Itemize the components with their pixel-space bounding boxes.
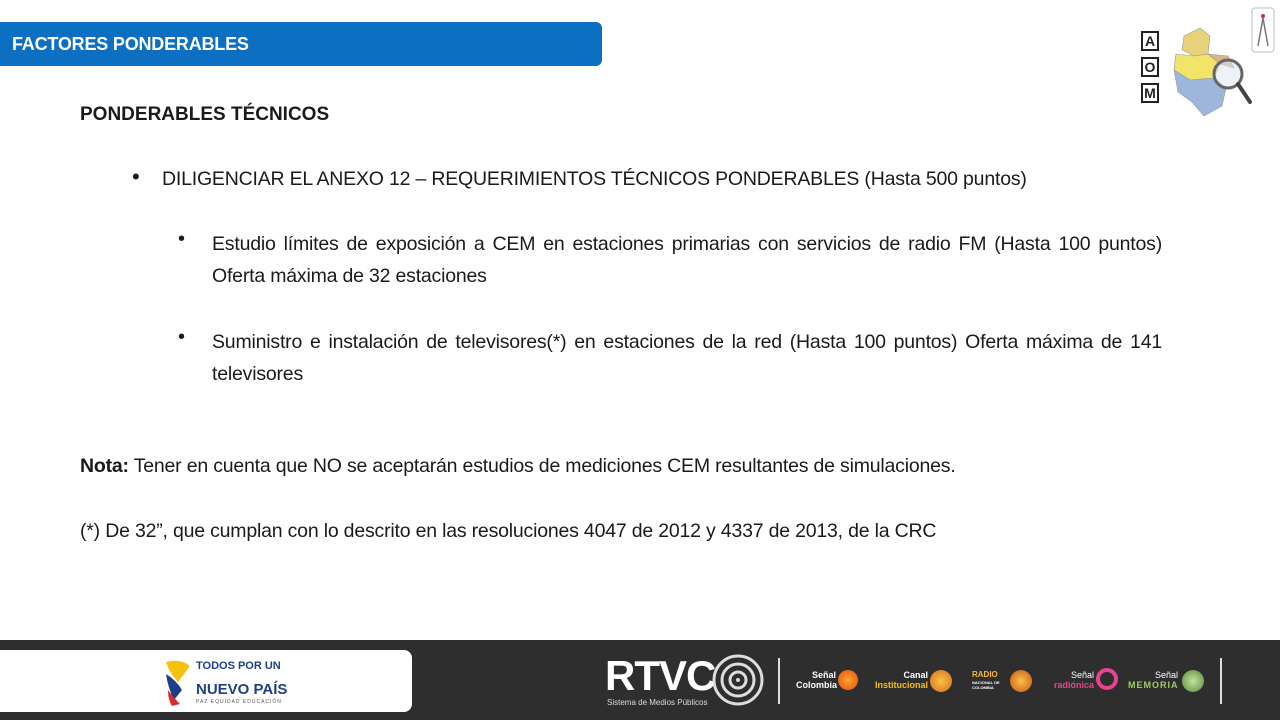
gov-line-1: TODOS POR UN	[196, 660, 281, 672]
brand-radionica	[1044, 670, 1094, 690]
note-paragraph	[80, 455, 956, 478]
rtvc-logo-text: RTVC	[605, 652, 716, 699]
gov-flag-icon	[160, 656, 194, 708]
bullet-dot: •	[132, 164, 140, 189]
brand-radio-nacional	[972, 670, 1010, 690]
aom-letter-m: M	[1144, 85, 1156, 101]
rtvc-spiral-icon	[712, 654, 764, 706]
brand-top: Canal	[903, 670, 928, 680]
brand-name: NACIONAL DE COLOMBIA	[972, 680, 1000, 690]
brand-name: radiónica	[1053, 680, 1094, 690]
brand-top: Señal	[1154, 670, 1178, 680]
gov-line-2: NUEVO PAÍS	[196, 681, 288, 698]
gov-line-3: PAZ EQUIDAD EDUCACIÓN	[196, 699, 282, 705]
sub-bullet-text-1: Estudio límites de exposición a CEM en estaciones primarias con servicios de radio FM (Hasta 100 puntos) Oferta máxima de 32 estaciones	[212, 233, 1162, 287]
bullet-dot: •	[178, 228, 186, 250]
canal-institucional-icon	[930, 670, 952, 692]
main-bullet-text: DILIGENCIAR EL ANEXO 12 – REQUERIMIENTOS TÉCNICOS PONDERABLES (Hasta 500 puntos)	[162, 168, 1027, 190]
antenna-icon	[1252, 8, 1274, 52]
footer-separator	[1220, 658, 1222, 704]
aom-logo	[1138, 6, 1278, 126]
aom-letter-boxes	[1142, 32, 1158, 102]
brand-senal-colombia	[796, 670, 836, 690]
senal-colombia-icon	[838, 670, 858, 690]
section-header-bar	[0, 22, 602, 66]
brand-name: MEMORIA	[1128, 680, 1179, 690]
brand-top: Señal	[1070, 670, 1094, 680]
section-title: PONDERABLES TÉCNICOS	[80, 104, 330, 125]
radionica-icon	[1096, 668, 1118, 690]
radio-nacional-icon	[1010, 670, 1032, 692]
aom-letter-o: O	[1144, 59, 1156, 75]
footer-separator	[778, 658, 780, 704]
footnote: (*) De 32”, que cumplan con lo descrito en las resoluciones 4047 de 2012 y 4337 de 2013, de la CRC	[80, 520, 937, 542]
senal-memoria-icon	[1182, 670, 1204, 692]
header-title: FACTORES PONDERABLES	[12, 34, 249, 54]
brand-name: Institucional	[874, 680, 928, 690]
aom-letter-a: A	[1144, 33, 1156, 49]
brand-top: RADIO	[972, 670, 998, 679]
brand-name: Colombia	[796, 680, 838, 690]
brand-top: Señal	[811, 670, 836, 680]
note-label: Nota:	[80, 455, 129, 477]
note-text: Tener en cuenta que NO se aceptarán estudios de mediciones CEM resultantes de simulaciones.	[128, 455, 956, 477]
rtvc-subtitle: Sistema de Medios Públicos	[607, 698, 708, 707]
brand-senal-memoria	[1128, 670, 1178, 690]
sub-bullet-text-2: Suministro e instalación de televisores(*) en estaciones de la red (Hasta 100 puntos) Oferta máxima de 141 televisores	[212, 331, 1162, 385]
bullet-dot: •	[178, 326, 186, 348]
brand-canal-institucional	[870, 670, 928, 690]
